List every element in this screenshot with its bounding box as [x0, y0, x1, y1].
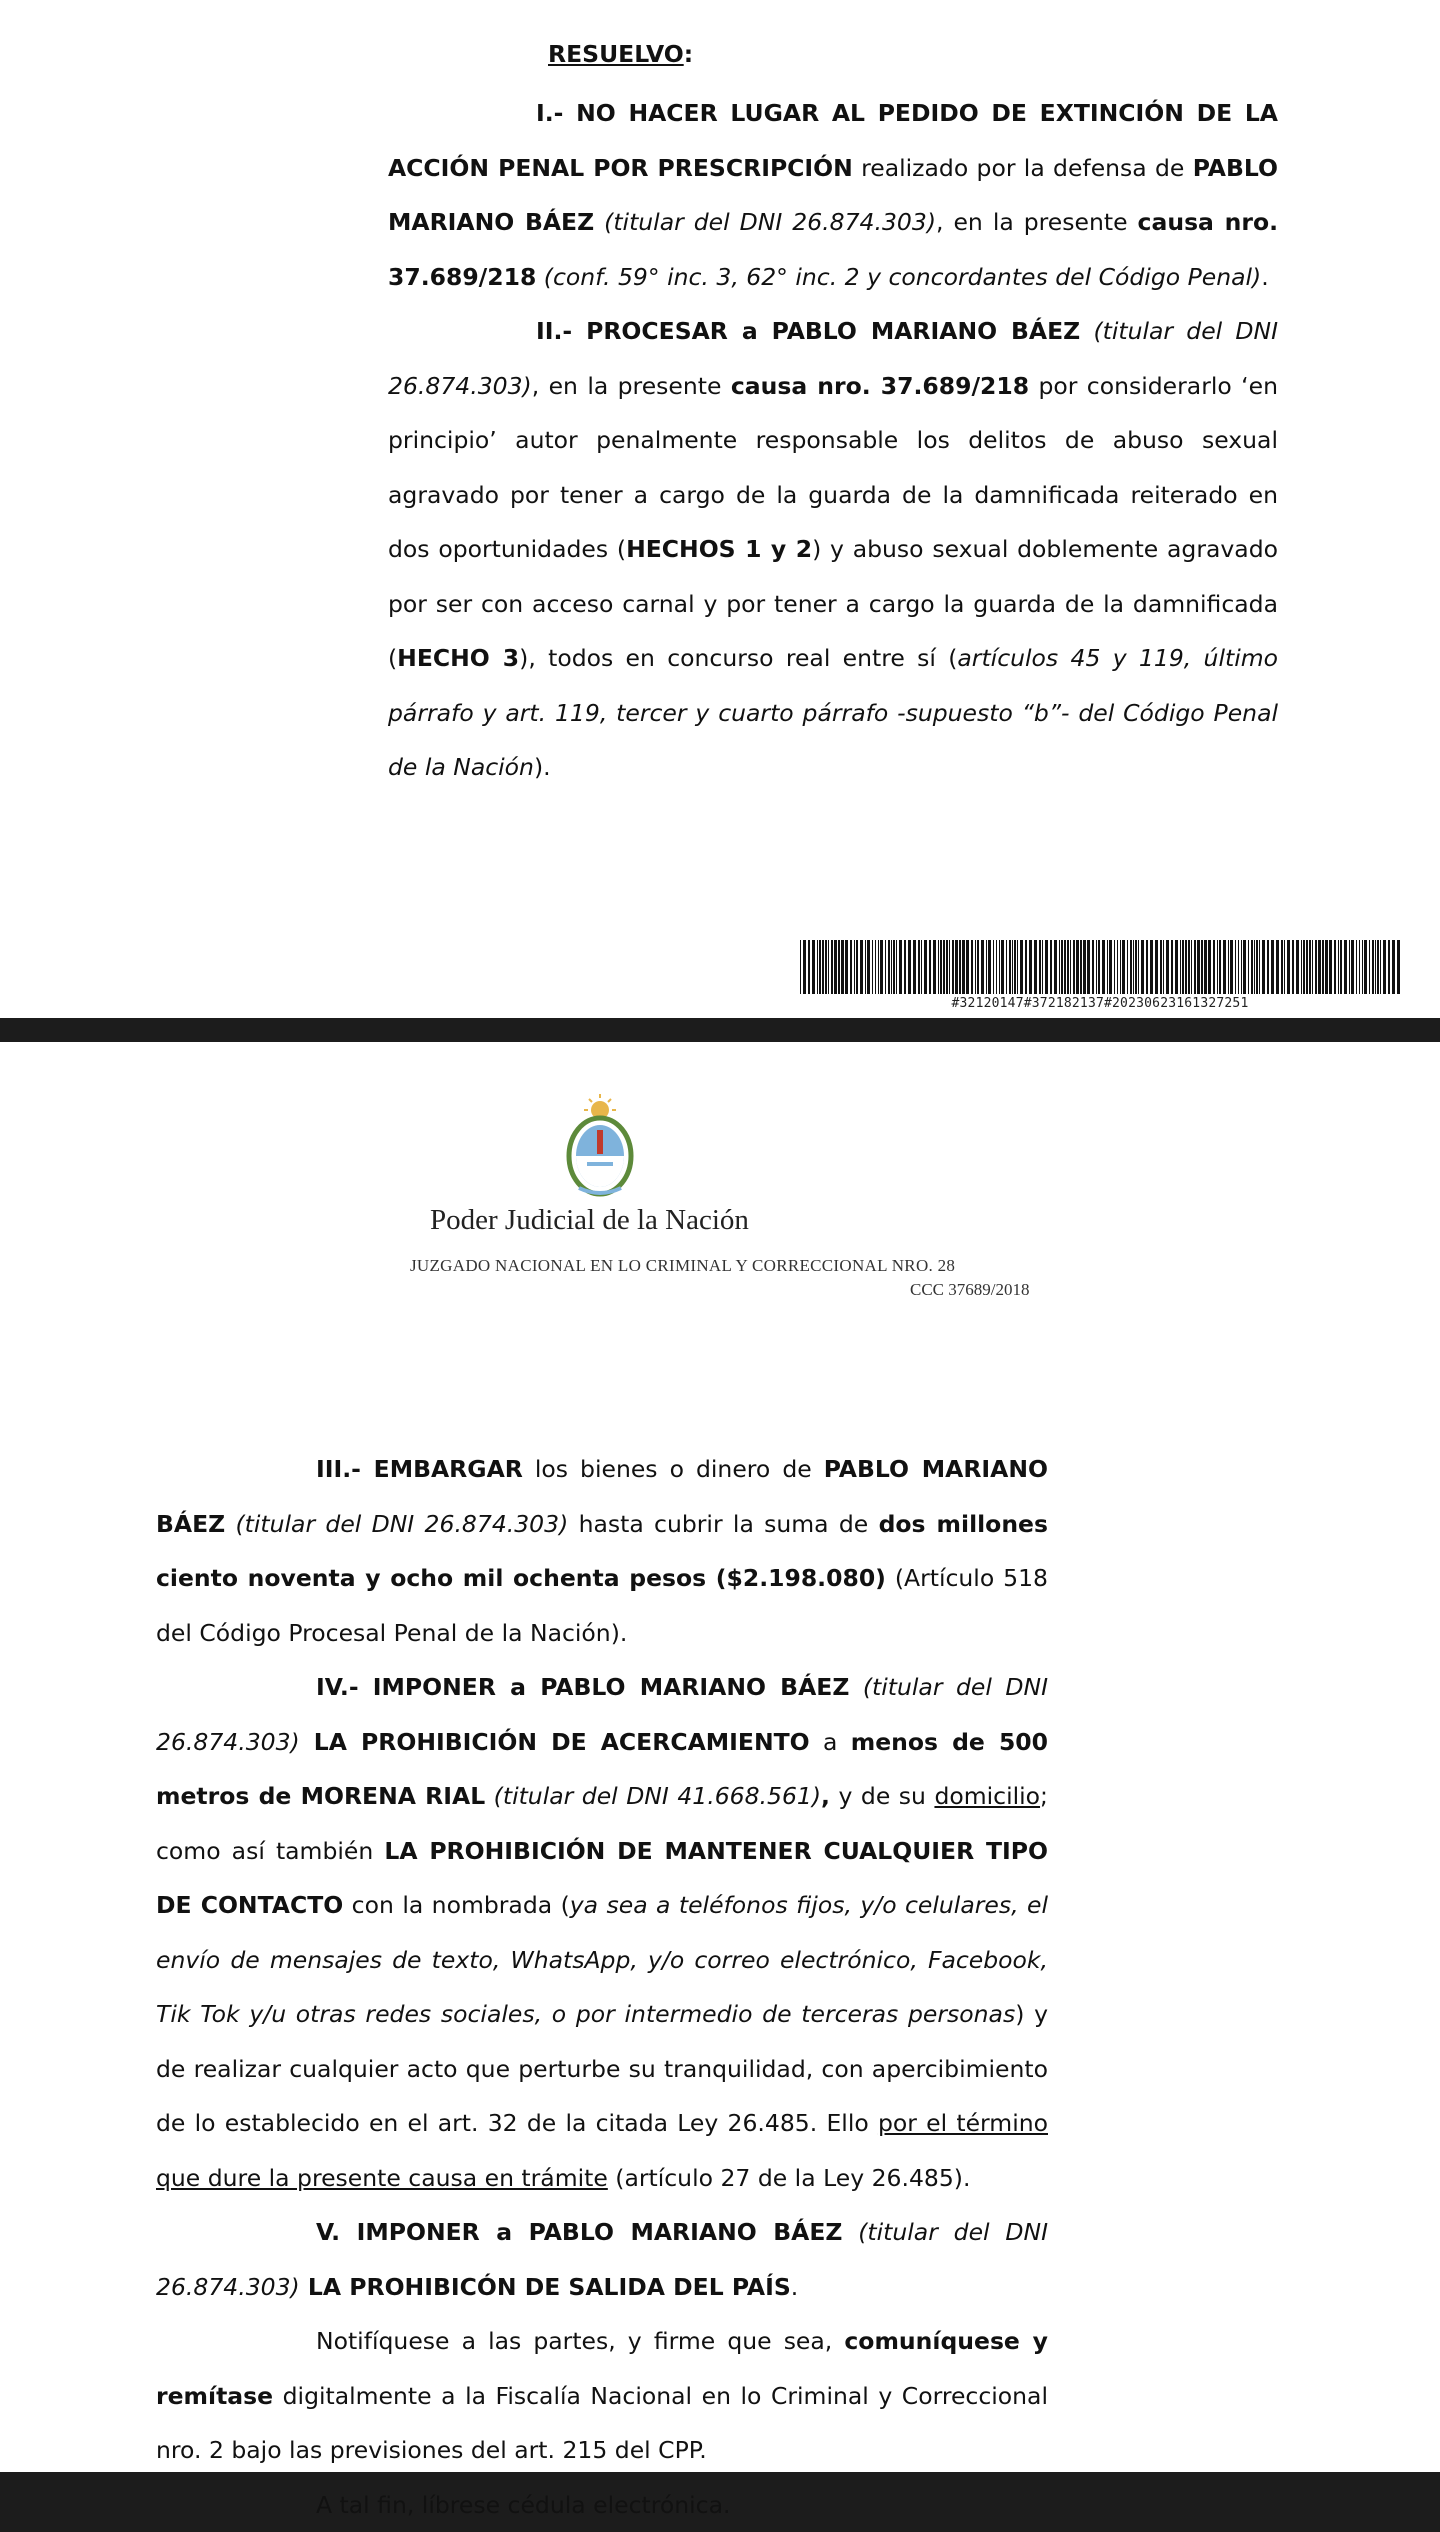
item2-text-c: ) y abuso sexual doblemente agravado por ser con acceso carnal y por tener a cargo la guarda de la damnificada ( [388, 535, 1278, 672]
item2-text-b: por considerarlo ‘en principio’ autor penalmente responsable los delitos de abuso sexual agravado por tener a cargo de la guarda de la damnificada reiterado en dos oportunidades ( [388, 372, 1278, 564]
resolution-item-5 [156, 2205, 1048, 2314]
case-reference: CCC 37689/2018 [910, 1280, 1030, 1300]
organization-name: Poder Judicial de la Nación [430, 1204, 749, 1237]
notify-text-a: Notifíquese a las partes, y firme que sea, [316, 2327, 844, 2355]
item1-legal-ref: (conf. 59° inc. 3, 62° inc. 2 y concordantes del Código Penal) [536, 263, 1261, 291]
item4-no-contact: LA PROHIBICIÓN DE MANTENER CUALQUIER TIPO DE CONTACTO [156, 1837, 1048, 1920]
item4-text-a: a [810, 1728, 851, 1756]
item1-dni: (titular del DNI 26.874.303) [594, 208, 936, 236]
barcode-image [800, 940, 1400, 994]
argentina-coat-of-arms-icon [565, 1090, 635, 1200]
resolution-heading-colon: : [684, 32, 693, 76]
item4-duration: por el término que dure la presente causa en trámite [156, 2109, 1048, 2192]
item4-text-c: ; como así también [156, 1782, 1048, 1865]
item4-restraining-order: LA PROHIBICIÓN DE ACERCAMIENTO [300, 1728, 810, 1756]
item2-dni: (titular del DNI 26.874.303) [388, 317, 1278, 400]
item3-text-b: hasta cubrir la suma de [568, 1510, 878, 1538]
item4-victim-dni: (titular del DNI 41.668.561) [485, 1782, 821, 1810]
item5-text-a: . [791, 2273, 798, 2301]
document-page-2 [0, 1042, 1440, 2472]
item2-text-a: , en la presente [532, 372, 731, 400]
item5-dni: (titular del DNI 26.874.303) [156, 2218, 1048, 2301]
resolution-item-4 [156, 1660, 1048, 2205]
document-page-1 [0, 0, 1440, 1018]
item3-text-a: los bienes o dinero de [523, 1455, 824, 1483]
court-name: JUZGADO NACIONAL EN LO CRIMINAL Y CORRECCIONAL NRO. 28 [410, 1256, 955, 1276]
item1-text-c: . [1261, 263, 1268, 291]
item4-text-e: ) y de realizar cualquier acto que perturbe su tranquilidad, con apercibimiento de lo establecido en el art. 32 de la citada Ley 26.485. Ello [156, 2000, 1048, 2137]
item2-fact-3: HECHO 3 [397, 644, 519, 672]
notify-text-b: digitalmente a la Fiscalía Nacional en lo Criminal y Correccional nro. 2 bajo las previsiones del art. 215 del CPP. [156, 2382, 1048, 2465]
item4-text-b: y de su [830, 1782, 934, 1810]
item3-dni: (titular del DNI 26.874.303) [225, 1510, 568, 1538]
item4-text-f: (artículo 27 de la Ley 26.485). [608, 2164, 971, 2192]
item2-case-number: causa nro. 37.689/218 [731, 372, 1029, 400]
document-barcode [800, 940, 1400, 1011]
item3-defendant: PABLO MARIANO BÁEZ [156, 1455, 1048, 1538]
item3-title: III.- EMBARGAR [316, 1455, 523, 1483]
item3-text-c: (Artículo 518 del Código Procesal Penal de la Nación). [156, 1564, 1048, 1647]
resolution-section [388, 32, 1278, 795]
item1-text-b: , en la presente [936, 208, 1138, 236]
item1-defendant: PABLO MARIANO BÁEZ [388, 154, 1278, 237]
item2-facts-1-2: HECHOS 1 y 2 [626, 535, 812, 563]
item2-text-e: ). [534, 753, 551, 781]
resolution-heading-text: RESUELVO [548, 40, 684, 68]
item4-title: IV.- IMPONER a PABLO MARIANO BÁEZ [316, 1673, 849, 1701]
item2-legal-ref: artículos 45 y 119, último párrafo y art. 119, tercer y cuarto párrafo -supuesto “b”- del Código Penal de la Nación [388, 644, 1278, 781]
barcode-code: #32120147#372182137#20230623161327251 [800, 996, 1400, 1011]
item3-amount: dos millones ciento noventa y ocho mil ochenta pesos ($2.198.080) [156, 1510, 1048, 1593]
item4-domicile: domicilio [934, 1782, 1040, 1810]
item4-distance: menos de 500 metros de MORENA RIAL [156, 1728, 1048, 1811]
resolution-heading [548, 32, 1278, 76]
notification-paragraph [156, 2314, 1048, 2478]
item4-text-d: con la nombrada ( [343, 1891, 570, 1919]
item4-contact-means: ya sea a teléfonos fijos, y/o celulares, el envío de mensajes de texto, WhatsApp, y/o correo electrónico, Facebook, Tik Tok y/u otras redes sociales, o por intermedio de terceras personas [156, 1891, 1048, 2028]
notify-bold: comuníquese y remítase [156, 2327, 1048, 2410]
item2-title: II.- PROCESAR a PABLO MARIANO BÁEZ [536, 317, 1080, 345]
item1-text-a: realizado por la defensa de [853, 154, 1193, 182]
item1-case-number: causa nro. 37.689/218 [388, 208, 1278, 291]
item5-title: V. IMPONER a PABLO MARIANO BÁEZ [316, 2218, 842, 2246]
resolution-item-3 [156, 1442, 1048, 1660]
item1-title: I.- NO HACER LUGAR AL PEDIDO DE EXTINCIÓN DE LA ACCIÓN PENAL POR PRESCRIPCIÓN [388, 99, 1278, 182]
item4-comma: , [821, 1782, 830, 1810]
item2-text-d: ), todos en concurso real entre sí ( [519, 644, 957, 672]
resolution-item-2 [388, 304, 1278, 795]
item5-travel-ban: LA PROHIBICÓN DE SALIDA DEL PAÍS [300, 2273, 791, 2301]
resolution-item-1 [388, 86, 1278, 304]
resolution-continuation [156, 1442, 1048, 2532]
item4-dni: (titular del DNI 26.874.303) [156, 1673, 1048, 1756]
closing-line: A tal fin, líbrese cédula electrónica. [156, 2478, 1048, 2532]
